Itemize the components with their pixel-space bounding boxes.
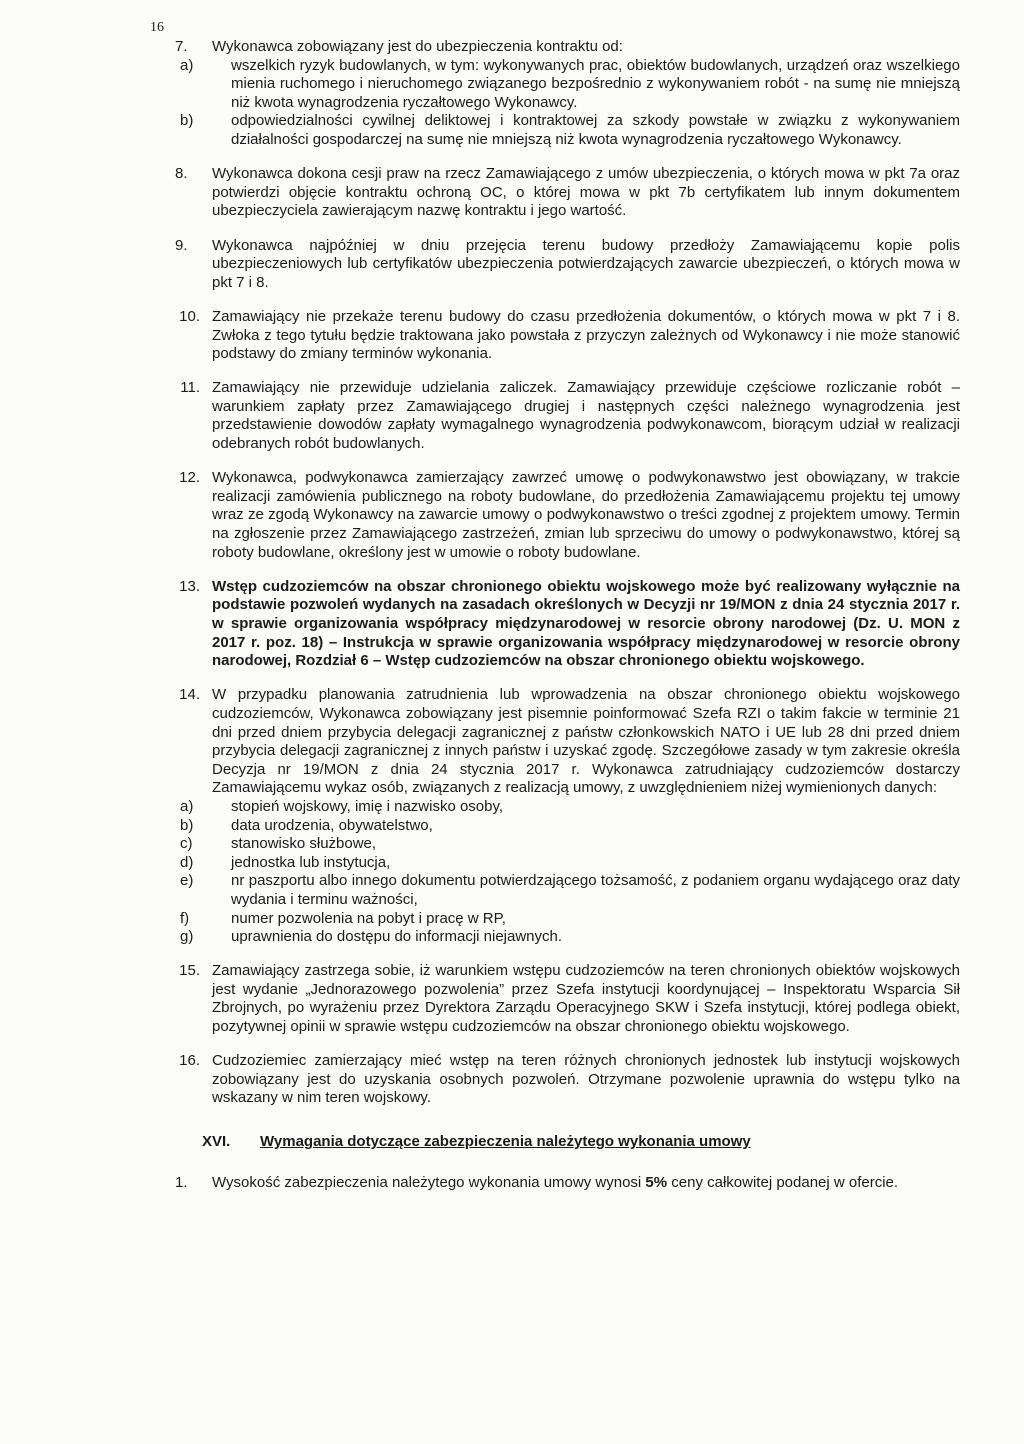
sub-item-text: nr paszportu albo innego dokumentu potwierdzającego tożsamość, z podaniem organu wydającego oraz daty wydania i terminu ważności, xyxy=(231,872,960,908)
item-text: Wykonawca dokona cesji praw na rzecz Zamawiającego z umów ubezpieczenia, o których mowa w pkt 7a oraz potwierdzi objęcie kontraktu ochroną OC, o której mowa w pkt 7b certyfikatem lub innym dokumentem ubezpieczyciela zawierającym nazwę kontraktu i jego wartość. xyxy=(212,165,960,220)
sub-item-label: e) xyxy=(180,872,194,890)
item-number: 8. xyxy=(175,165,188,183)
item-number: 11. xyxy=(180,379,200,397)
item-number: 14. xyxy=(179,686,200,704)
sub-item-text: wszelkich ryzyk budowlanych, w tym: wykonywanych prac, obiektów budowlanych, urządzeń oraz wszelkiego mienia ruchomego i nieruchomego związanego bezpośrednio z wykonywaniem robót - na sumę nie mniejszą niż kwota wynagrodzenia ryczałtowego Wykonawcy. xyxy=(231,56,960,111)
document-body xyxy=(160,38,960,1192)
sub-item-14d xyxy=(160,854,960,873)
sub-item-14a xyxy=(160,798,960,817)
item-number: 9. xyxy=(175,236,188,254)
item-text: Zamawiający zastrzega sobie, iż warunkiem wstępu cudzoziemców na teren chronionych obiektów wojskowych jest wydanie „Jednorazowego pozwolenia” przez Szefa instytucji koordynującej – Inspektoratu Wsparcia Sił Zbrojnych, po wyrażeniu przez Dyrektora Zarządu Operacyjnego SKW i Szefa instytucji, której podlega obiekt, pozytywnej opinii w sprawie wstępu cudzoziemców na obszar chronionego obiektu wojskowego. xyxy=(212,962,960,1036)
sub-item-label: d) xyxy=(180,853,194,871)
list-item-14 xyxy=(160,686,960,798)
item-text: Cudzoziemiec zamierzający mieć wstęp na teren różnych chronionych jednostek lub instytucji wojskowych zobowiązany jest do uzyskania osobnych pozwoleń. Otrzymane pozwolenie uprawnia do wstępu tylko na wskazany w nim teren wojskowy. xyxy=(212,1052,960,1107)
list-item-10 xyxy=(160,308,960,364)
item-text: Wykonawca najpóźniej w dniu przejęcia terenu budowy przedłoży Zamawiającemu kopie polis ubezpieczeniowych lub certyfikatów ubezpieczenia potwierdzających zawarcie ubezpieczeń, o których mowa w pkt 7 i 8. xyxy=(212,236,960,291)
list-item-7 xyxy=(160,38,960,57)
section-number: XVI. xyxy=(202,1133,231,1151)
item-number: 1. xyxy=(175,1173,188,1191)
sub-item-text: numer pozwolenia na pobyt i pracę w RP, xyxy=(231,909,506,927)
item-number: 7. xyxy=(175,38,188,55)
item-number: 15. xyxy=(179,962,200,980)
sub-item-label: g) xyxy=(180,928,194,946)
list-item-13 xyxy=(160,578,960,671)
list-item-xvi-1 xyxy=(160,1174,960,1193)
sub-item-text: stopień wojskowy, imię i nazwisko osoby, xyxy=(231,797,504,815)
sub-item-text: uprawnienia do dostępu do informacji niejawnych. xyxy=(231,928,563,946)
sub-item-label: b) xyxy=(180,816,194,834)
item-text-before: Wysokość zabezpieczenia należytego wykonania umowy wynosi xyxy=(212,1173,646,1191)
sub-item-label: f) xyxy=(180,909,190,927)
section-heading-xvi xyxy=(160,1133,960,1152)
item-text: Wykonawca, podwykonawca zamierzający zawrzeć umowę o podwykonawstwo jest obowiązany, w trakcie realizacji zamówienia publicznego na roboty budowlane, do przedłożenia Zamawiającemu projektu tej umowy wraz ze zgodą Wykonawcy na zawarcie umowy o podwykonawstwo o treści zgodnej z projektem umowy. Termin na zgłoszenie przez Zamawiającego zastrzeżeń, zmian lub sprzeciwu do umowy o podwykonawstwo, której są roboty budowlane, określony jest w umowie o roboty budowlane. xyxy=(212,469,960,561)
sub-item-label: a) xyxy=(180,56,194,74)
sub-item-text: data urodzenia, obywatelstwo, xyxy=(231,816,433,834)
item-number: 16. xyxy=(179,1052,200,1070)
sub-item-14g xyxy=(160,928,960,947)
list-item-12 xyxy=(160,469,960,562)
list-item-15 xyxy=(160,962,960,1036)
item-text: Zamawiający nie przekaże terenu budowy do czasu przedłożenia dokumentów, o których mowa w pkt 7 i 8. Zwłoka z tego tytułu będzie traktowana jako powstała z przyczyn zależnych od Wykonawcy i nie może stanowić podstawy do zmiany terminów wykonania. xyxy=(212,307,960,363)
sub-item-14b xyxy=(160,817,960,836)
sub-item-7b xyxy=(160,112,960,149)
item-text: Wykonawca zobowiązany jest do ubezpieczenia kontraktu od: xyxy=(212,38,623,55)
sub-item-text: jednostka lub instytucja, xyxy=(231,853,391,871)
item-text: Zamawiający nie przewiduje udzielania zaliczek. Zamawiający przewiduje częściowe rozliczanie robót – warunkiem zapłaty przez Zamawiającego drugiej i następnych części należnego wynagrodzenia jest przedstawienie dowodów zapłaty wymagalnego wynagrodzenia podwykonawcom, biorącym udział w realizacji odebranych robót budowlanych. xyxy=(212,379,960,453)
list-item-9 xyxy=(160,237,960,293)
sub-item-14e xyxy=(160,872,960,909)
security-percentage: 5% xyxy=(645,1173,668,1191)
sub-item-label: a) xyxy=(180,797,194,815)
sub-item-text: odpowiedzialności cywilnej deliktowej i kontraktowej za szkody powstałe w związku z wykonywaniem działalności gospodarczej na sumę nie mniejszą niż kwota wynagrodzenia ryczałtowego Wykonawcy. xyxy=(231,112,960,148)
list-item-16 xyxy=(160,1052,960,1108)
sub-item-7a xyxy=(160,57,960,113)
sub-item-14f xyxy=(160,910,960,929)
sub-item-label: b) xyxy=(180,112,194,130)
sub-item-label: c) xyxy=(180,835,193,853)
sub-item-14c xyxy=(160,835,960,854)
item-text: W przypadku planowania zatrudnienia lub wprowadzenia na obszar chronionego obiektu wojskowego cudzoziemców, Wykonawca zobowiązany jest pisemnie poinformować Szefa RZI o takim fakcie w terminie 21 dni przed dniem przybycia delegacji zagranicznej z państw członkowskich NATO i UE lub 28 dni przed dniem przybycia delegacji zagranicznej z innych państw i uzyskać zgodę. Szczegółowe zasady w tym zakresie określa Decyzja nr 19/MON z dnia 24 stycznia 2017 r. Wykonawca zatrudniający cudzoziemców dostarczy Zamawiającemu wykaz osób, związanych z realizacją umowy, z uwzględnieniem niżej wymienionych danych: xyxy=(212,686,960,797)
list-item-11 xyxy=(160,379,960,453)
item-number: 10. xyxy=(179,307,200,325)
list-item-8 xyxy=(160,165,960,221)
item-number: 12. xyxy=(179,469,200,487)
page-number: 16 xyxy=(150,20,164,35)
sub-item-text: stanowisko służbowe, xyxy=(231,835,377,853)
section-title: Wymagania dotyczące zabezpieczenia należytego wykonania umowy xyxy=(260,1133,751,1151)
item-number: 13. xyxy=(179,577,200,595)
item-text-after: ceny całkowitej podanej w ofercie. xyxy=(667,1173,899,1191)
item-text: Wstęp cudzoziemców na obszar chronionego obiektu wojskowego może być realizowany wyłącznie na podstawie pozwoleń wydanych na zasadach określonych w Decyzji nr 19/MON z dnia 24 stycznia 2017 r. w sprawie organizowania współpracy międzynarodowej w resorcie obrony narodowej (Dz. U. MON z 2017 r. poz. 18) – Instrukcja w sprawie organizowania współpracy międzynarodowej w resorcie obrony narodowej, Rozdział 6 – Wstęp cudzoziemców na obszar chronionego obiektu wojskowego. xyxy=(212,577,960,670)
